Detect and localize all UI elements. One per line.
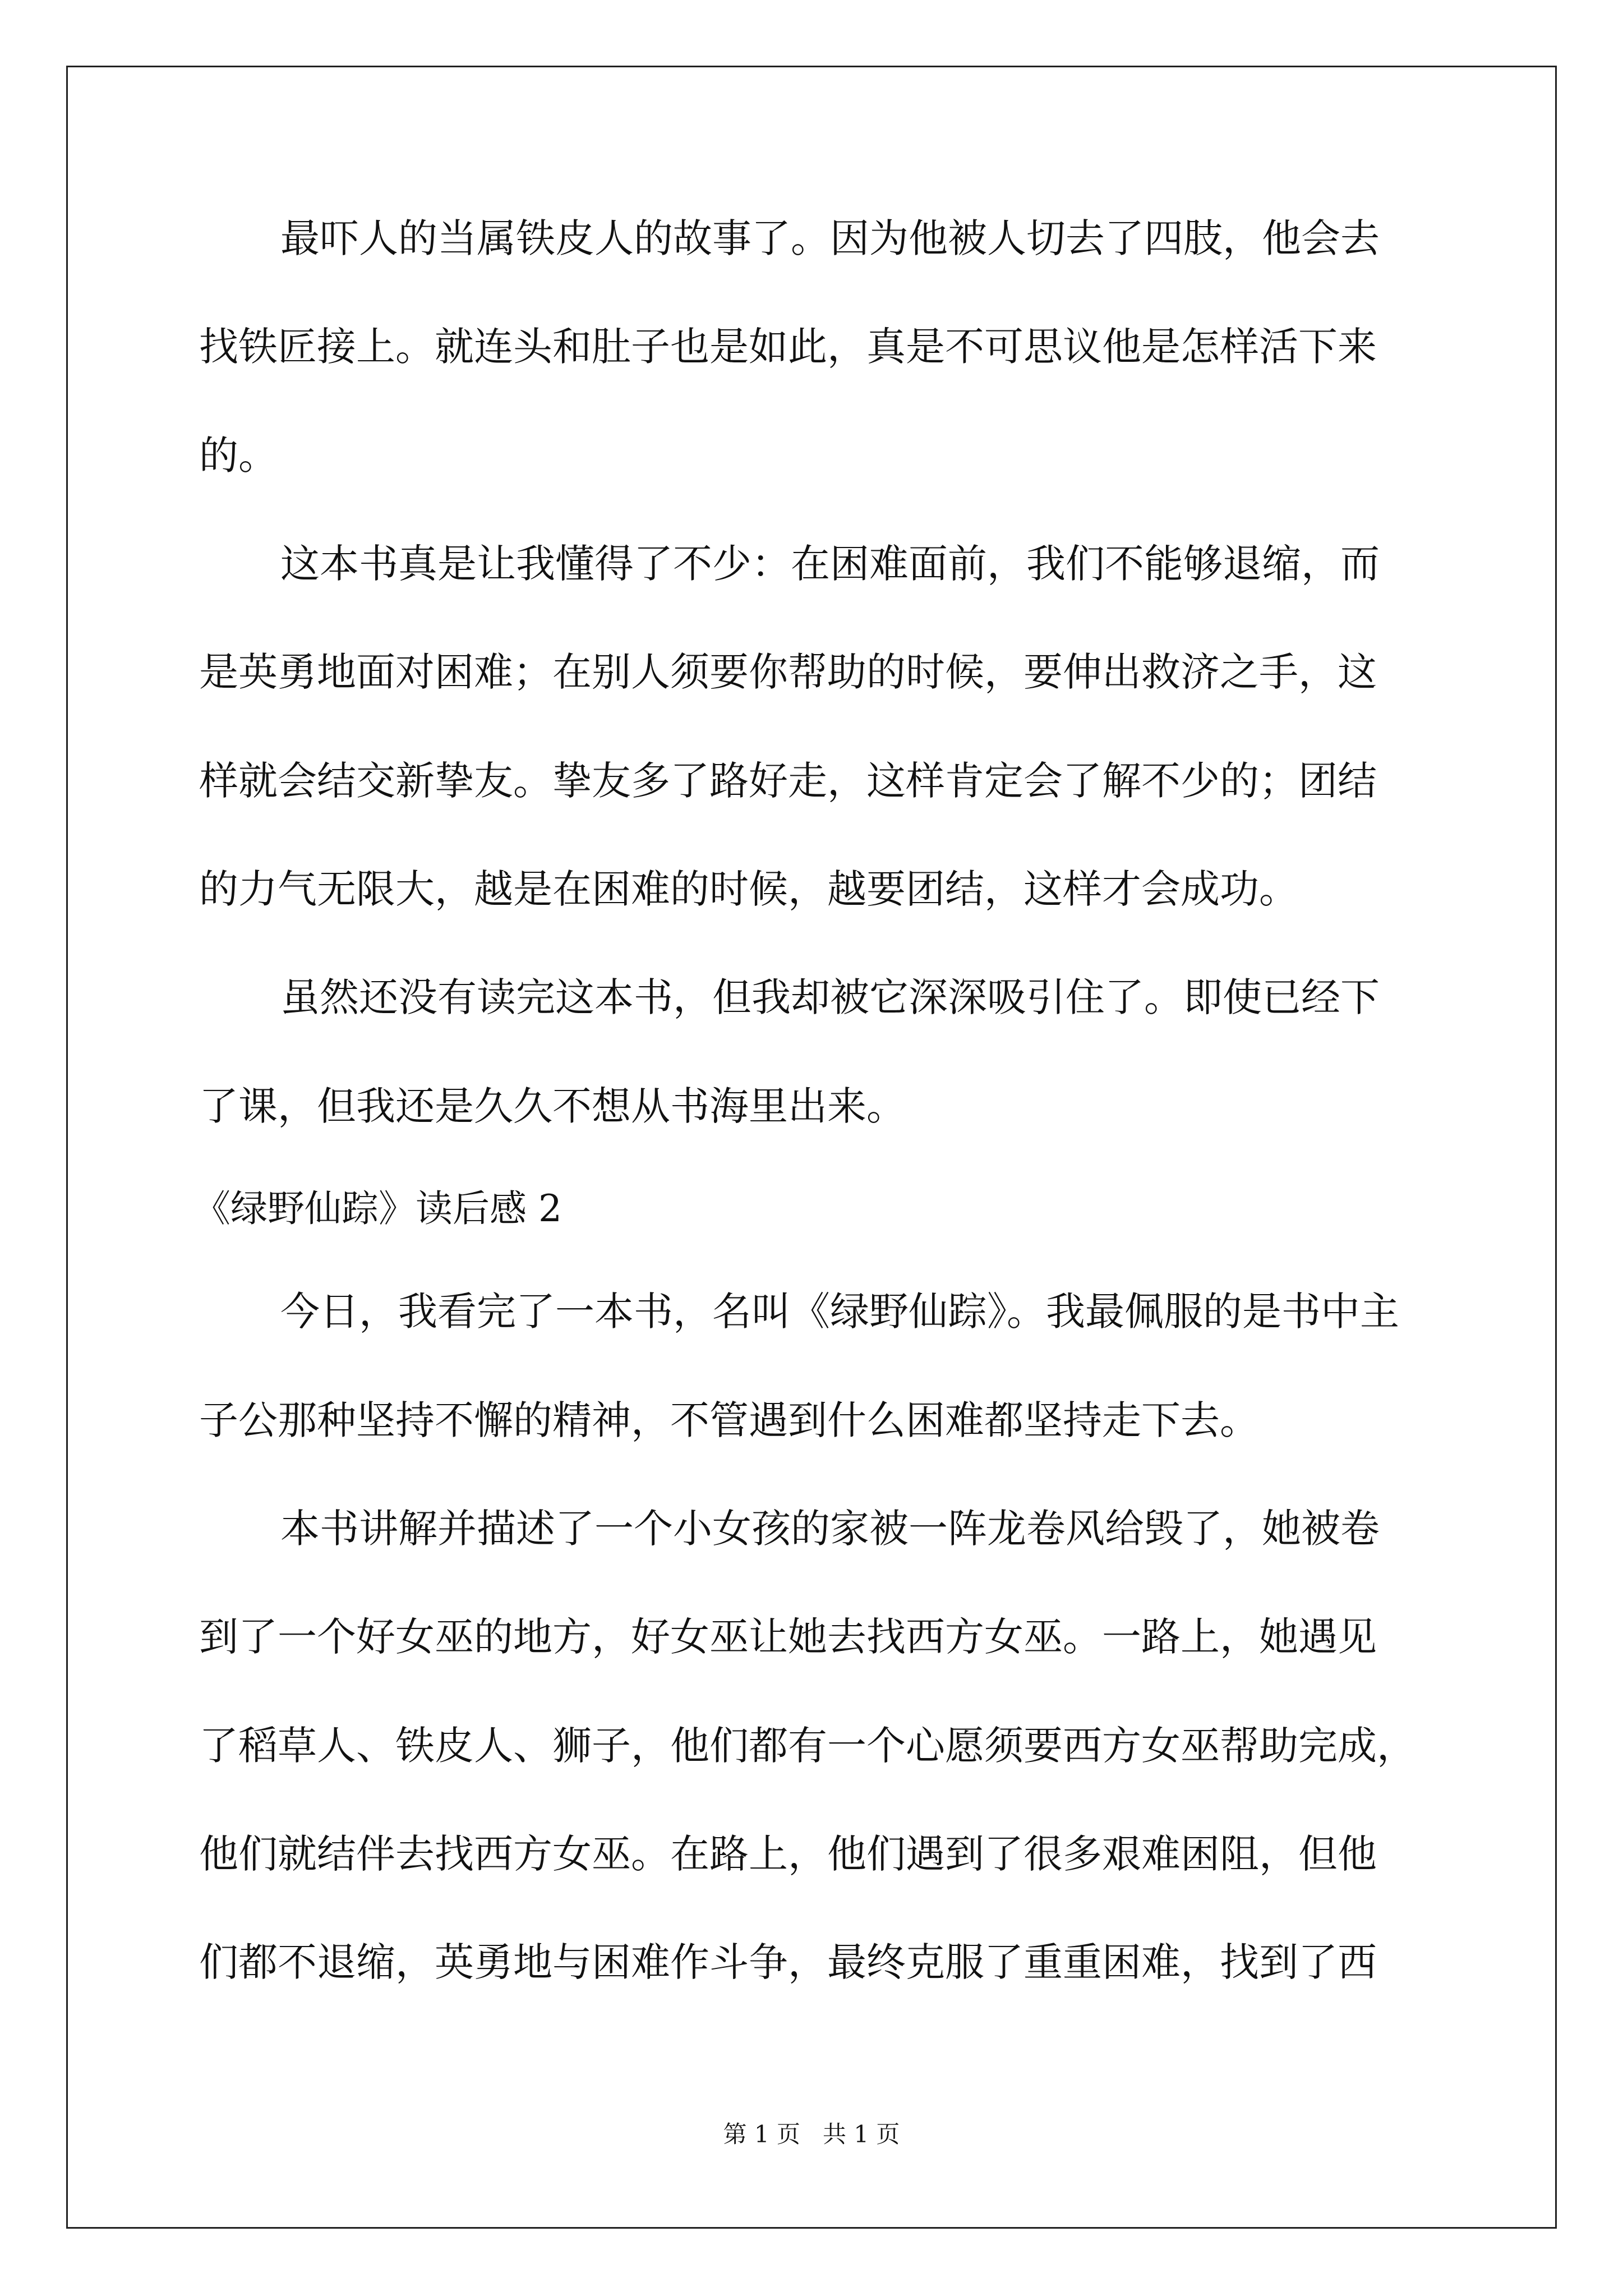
paragraph-5-line-4: 他们就结伴去找西方女巫。在路上，他们遇到了很多艰难困阻，但他 xyxy=(199,1831,1377,1877)
paragraph-4-line-2: 子公那种坚持不懈的精神，不管遇到什么困难都坚持走下去。 xyxy=(199,1397,1259,1443)
section-heading: 《绿野仙踪》读后感 2 xyxy=(193,1187,562,1230)
paragraph-2-line-3: 样就会结交新挚友。挚友多了路好走，这样肯定会了解不少的；团结 xyxy=(199,758,1377,804)
paragraph-4-line-1: 今日，我看完了一本书，名叫《绿野仙踪》。我最佩服的是书中主 xyxy=(280,1289,1399,1335)
page-border xyxy=(66,66,1557,2229)
paragraph-5-line-5: 们都不退缩，英勇地与困难作斗争，最终克服了重重困难，找到了西 xyxy=(199,1939,1377,1985)
paragraph-2-line-1: 这本书真是让我懂得了不少：在困难面前，我们不能够退缩，而 xyxy=(280,541,1380,587)
paragraph-1-line-1: 最吓人的当属铁皮人的故事了。因为他被人切去了四肢，他会去 xyxy=(280,215,1380,261)
paragraph-3-line-2: 了课，但我还是久久不想从书海里出来。 xyxy=(199,1083,906,1129)
page-number-total: 共 1 页 xyxy=(823,2120,900,2148)
page-footer xyxy=(0,2120,1623,2148)
paragraph-2-line-2: 是英勇地面对困难；在别人须要你帮助的时候，要伸出救济之手，这 xyxy=(199,649,1377,695)
paragraph-1-line-2: 找铁匠接上。就连头和肚子也是如此，真是不可思议他是怎样活下来 xyxy=(199,324,1377,370)
page-number-current: 第 1 页 xyxy=(723,2120,800,2148)
paragraph-5-line-2: 到了一个好女巫的地方，好女巫让她去找西方女巫。一路上，她遇见 xyxy=(199,1614,1377,1660)
paragraph-2-line-4: 的力气无限大，越是在困难的时候，越要团结，这样才会成功。 xyxy=(199,866,1298,912)
paragraph-5-line-1: 本书讲解并描述了一个小女孩的家被一阵龙卷风给毁了，她被卷 xyxy=(280,1506,1380,1552)
paragraph-1-line-3: 的。 xyxy=(199,432,278,478)
paragraph-5-line-3: 了稻草人、铁皮人、狮子，他们都有一个心愿须要西方女巫帮助完成， xyxy=(199,1723,1416,1769)
paragraph-3-line-1: 虽然还没有读完这本书，但我却被它深深吸引住了。即使已经下 xyxy=(280,974,1380,1020)
